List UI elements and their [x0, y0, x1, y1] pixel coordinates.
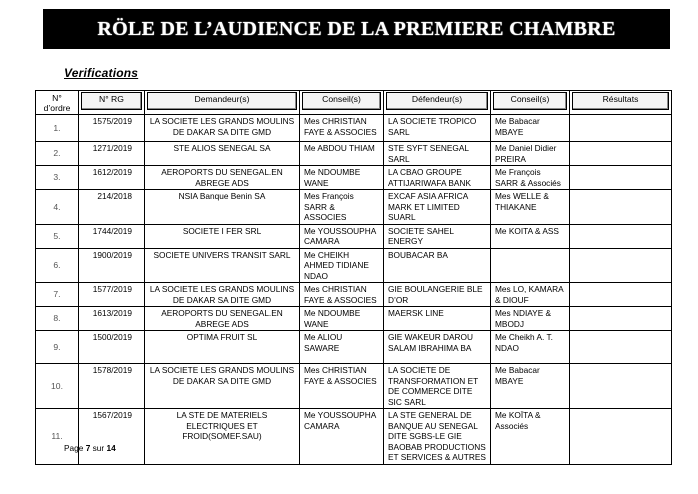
cell-conseil-demandeur: Me YOUSSOUPHA CAMARA: [300, 224, 384, 248]
cell-demandeur: LA SOCIETE LES GRANDS MOULINS DE DAKAR SA DITE GMD: [145, 283, 300, 307]
cell-ordre: 1.: [36, 115, 79, 142]
table-row: [36, 283, 672, 307]
table-row: [36, 409, 672, 465]
cell-demandeur: NSIA Banque Benin SA: [145, 190, 300, 225]
cell-resultats: [570, 283, 672, 307]
table-row: [36, 307, 672, 331]
cell-conseil-defendeur: Me Daniel Didier PREIRA: [491, 142, 570, 166]
cell-conseil-defendeur: Me Babacar MBAYE: [491, 364, 570, 409]
page-title: [43, 9, 670, 49]
cell-conseil-defendeur: Mes LO, KAMARA & DIOUF: [491, 283, 570, 307]
cell-rg: 1744/2019: [79, 224, 145, 248]
cell-conseil-demandeur: Mes CHRISTIAN FAYE & ASSOCIES: [300, 115, 384, 142]
cell-conseil-demandeur: Me YOUSSOUPHA CAMARA: [300, 409, 384, 465]
header-conseil-defendeur: Conseil(s): [491, 91, 570, 115]
cell-rg: 1578/2019: [79, 364, 145, 409]
cell-rg: 1900/2019: [79, 248, 145, 283]
cell-demandeur: AEROPORTS DU SENEGAL.EN ABREGE ADS: [145, 307, 300, 331]
cell-resultats: [570, 248, 672, 283]
cell-demandeur: LA SOCIETE LES GRANDS MOULINS DE DAKAR SA DITE GMD: [145, 364, 300, 409]
header-demandeur: Demandeur(s): [145, 91, 300, 115]
header-ordre: N° d’ordre: [36, 91, 79, 115]
cell-ordre: 4.: [36, 190, 79, 225]
cell-demandeur: LA STE DE MATERIELS ELECTRIQUES ET FROID(SOMEF.SAU): [145, 409, 300, 465]
cell-defendeur: GIE WAKEUR DAROU SALAM IBRAHIMA BA: [384, 331, 491, 364]
cell-ordre: 11.: [36, 409, 79, 465]
table-row: [36, 166, 672, 190]
cell-defendeur: LA SOCIETE TROPICO SARL: [384, 115, 491, 142]
cell-resultats: [570, 331, 672, 364]
table-row: [36, 364, 672, 409]
section-title: Verifications: [64, 66, 139, 80]
cell-ordre: 6.: [36, 248, 79, 283]
cell-defendeur: EXCAF ASIA AFRICA MARK ET LIMITED SUARL: [384, 190, 491, 225]
cell-resultats: [570, 409, 672, 465]
header-conseil-demandeur: Conseil(s): [300, 91, 384, 115]
cell-defendeur: MAERSK LINE: [384, 307, 491, 331]
page-footer: Page 7 sur 14: [64, 443, 116, 453]
cell-defendeur: SOCIETE SAHEL ENERGY: [384, 224, 491, 248]
table-row: [36, 115, 672, 142]
cell-defendeur: GIE BOULANGERIE BLE D’OR: [384, 283, 491, 307]
cell-ordre: 2.: [36, 142, 79, 166]
cell-rg: 1613/2019: [79, 307, 145, 331]
cell-demandeur: SOCIETE UNIVERS TRANSIT SARL: [145, 248, 300, 283]
cell-resultats: [570, 364, 672, 409]
cell-demandeur: LA SOCIETE LES GRANDS MOULINS DE DAKAR SA DITE GMD: [145, 115, 300, 142]
cell-resultats: [570, 190, 672, 225]
cell-conseil-defendeur: Me Cheikh A. T. NDAO: [491, 331, 570, 364]
cell-conseil-defendeur: Me KOITA & ASS: [491, 224, 570, 248]
cell-rg: 1612/2019: [79, 166, 145, 190]
cell-rg: 214/2018: [79, 190, 145, 225]
cell-ordre: 3.: [36, 166, 79, 190]
cell-conseil-defendeur: Me KOÏTA & Associés: [491, 409, 570, 465]
cell-conseil-defendeur: Mes WELLE & THIAKANE: [491, 190, 570, 225]
cell-conseil-demandeur: Mes François SARR & ASSOCIES: [300, 190, 384, 225]
cell-conseil-defendeur: Me François SARR & Associés: [491, 166, 570, 190]
header-resultats: Résultats: [570, 91, 672, 115]
cell-conseil-demandeur: Mes CHRISTIAN FAYE & ASSOCIES: [300, 364, 384, 409]
cell-ordre: 5.: [36, 224, 79, 248]
cell-rg: 1271/2019: [79, 142, 145, 166]
cell-rg: 1575/2019: [79, 115, 145, 142]
header-rg: N° RG: [79, 91, 145, 115]
cell-conseil-defendeur: Me Babacar MBAYE: [491, 115, 570, 142]
cell-conseil-defendeur: Mes NDIAYE & MBODJ: [491, 307, 570, 331]
cell-defendeur: LA SOCIETE DE TRANSFORMATION ET DE COMMERCE DITE SIC SARL: [384, 364, 491, 409]
cell-demandeur: SOCIETE I FER SRL: [145, 224, 300, 248]
cell-conseil-demandeur: Mes CHRISTIAN FAYE & ASSOCIES: [300, 283, 384, 307]
hearing-table: [35, 90, 672, 465]
cell-conseil-defendeur: [491, 248, 570, 283]
cell-resultats: [570, 115, 672, 142]
table-row: [36, 248, 672, 283]
cell-defendeur: STE SYFT SENEGAL SARL: [384, 142, 491, 166]
cell-resultats: [570, 142, 672, 166]
cell-resultats: [570, 166, 672, 190]
cell-defendeur: LA CBAO GROUPE ATTIJARIWAFA BANK: [384, 166, 491, 190]
cell-demandeur: AEROPORTS DU SENEGAL.EN ABREGE ADS: [145, 166, 300, 190]
cell-rg: 1577/2019: [79, 283, 145, 307]
cell-ordre: 8.: [36, 307, 79, 331]
cell-conseil-demandeur: Me ABDOU THIAM: [300, 142, 384, 166]
table-row: [36, 142, 672, 166]
page-title-text: RÖLE DE L’AUDIENCE DE LA PREMIERE CHAMBRE: [97, 17, 616, 40]
cell-defendeur: LA STE GENERAL DE BANQUE AU SENEGAL DITE SGBS-LE GIE BAOBAB PRODUCTIONS ET SERVICES & AUTRES: [384, 409, 491, 465]
table-row: [36, 190, 672, 225]
cell-rg: 1567/2019: [79, 409, 145, 465]
cell-conseil-demandeur: Me NDOUMBE WANE: [300, 307, 384, 331]
cell-ordre: 10.: [36, 364, 79, 409]
cell-resultats: [570, 224, 672, 248]
cell-conseil-demandeur: Me ALIOU SAWARE: [300, 331, 384, 364]
table-header-row: [36, 91, 672, 115]
table-row: [36, 331, 672, 364]
cell-demandeur: STE ALIOS SENEGAL SA: [145, 142, 300, 166]
cell-rg: 1500/2019: [79, 331, 145, 364]
header-defendeur: Défendeur(s): [384, 91, 491, 115]
cell-ordre: 9.: [36, 331, 79, 364]
cell-resultats: [570, 307, 672, 331]
cell-demandeur: OPTIMA FRUIT SL: [145, 331, 300, 364]
cell-ordre: 7.: [36, 283, 79, 307]
cell-conseil-demandeur: Me NDOUMBE WANE: [300, 166, 384, 190]
cell-conseil-demandeur: Me CHEIKH AHMED TIDIANE NDAO: [300, 248, 384, 283]
table-row: [36, 224, 672, 248]
cell-defendeur: BOUBACAR BA: [384, 248, 491, 283]
